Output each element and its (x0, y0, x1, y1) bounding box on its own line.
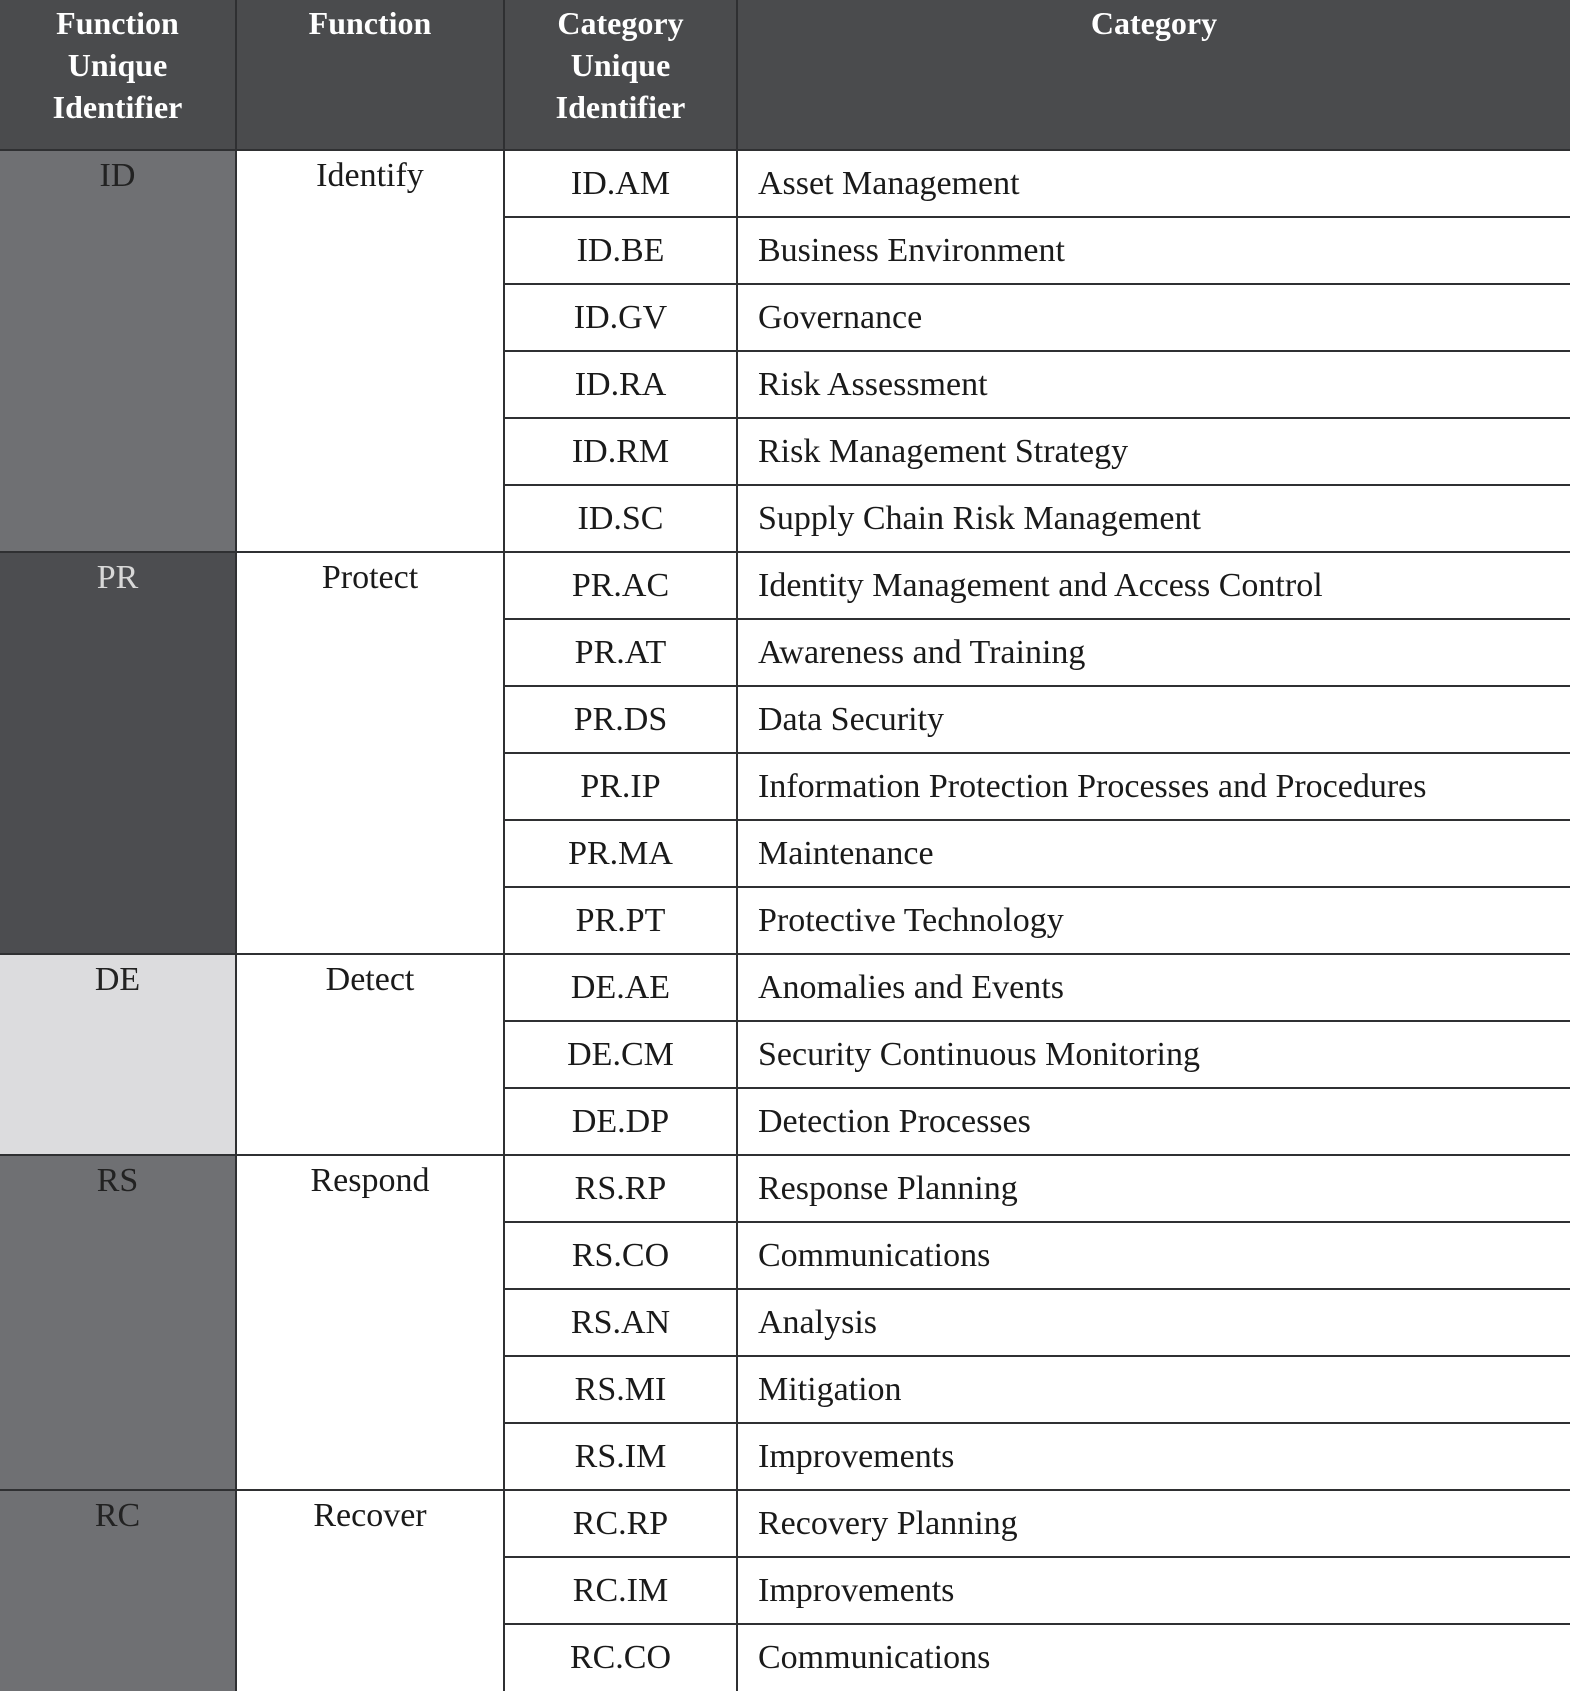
category-id-cell: RC.RP (504, 1490, 737, 1557)
header-category-unique-identifier (504, 0, 737, 150)
table-row (0, 954, 1570, 1021)
category-id-cell: ID.AM (504, 150, 737, 217)
category-id-cell: DE.AE (504, 954, 737, 1021)
category-name-cell: Governance (737, 284, 1570, 351)
category-name-cell: Recovery Planning (737, 1490, 1570, 1557)
category-name-cell: Asset Management (737, 150, 1570, 217)
category-id-cell: PR.AT (504, 619, 737, 686)
category-name-cell: Communications (737, 1222, 1570, 1289)
category-id-cell: ID.BE (504, 217, 737, 284)
category-name-cell: Protective Technology (737, 887, 1570, 954)
function-name-cell: Identify (236, 150, 504, 552)
category-id-cell: DE.DP (504, 1088, 737, 1155)
category-id-cell: ID.GV (504, 284, 737, 351)
category-id-cell: PR.PT (504, 887, 737, 954)
category-name-cell: Analysis (737, 1289, 1570, 1356)
category-name-cell: Response Planning (737, 1155, 1570, 1222)
header-line: Category (557, 5, 684, 41)
category-name-cell: Maintenance (737, 820, 1570, 887)
category-name-cell: Risk Assessment (737, 351, 1570, 418)
function-id-cell: PR (0, 552, 236, 954)
function-name-cell: Detect (236, 954, 504, 1155)
table-row (0, 1155, 1570, 1222)
table-header (0, 0, 1570, 150)
category-id-cell: RS.MI (504, 1356, 737, 1423)
table-body (0, 150, 1570, 1691)
header-function (236, 0, 504, 150)
category-id-cell: PR.IP (504, 753, 737, 820)
header-line: Category (1090, 5, 1218, 41)
category-name-cell: Improvements (737, 1423, 1570, 1490)
header-line: Identifier (52, 89, 183, 125)
table-row (0, 150, 1570, 217)
category-name-cell: Improvements (737, 1557, 1570, 1624)
category-id-cell: PR.MA (504, 820, 737, 887)
function-id-cell: DE (0, 954, 236, 1155)
function-name-cell: Respond (236, 1155, 504, 1490)
category-name-cell: Communications (737, 1624, 1570, 1691)
category-name-cell: Business Environment (737, 217, 1570, 284)
category-id-cell: RS.CO (504, 1222, 737, 1289)
table-row (0, 1490, 1570, 1557)
category-name-cell: Awareness and Training (737, 619, 1570, 686)
function-name-cell: Recover (236, 1490, 504, 1691)
category-name-cell: Information Protection Processes and Procedures (737, 753, 1570, 820)
category-id-cell: RS.AN (504, 1289, 737, 1356)
header-line: Unique (570, 47, 671, 83)
category-name-cell: Detection Processes (737, 1088, 1570, 1155)
category-id-cell: ID.RM (504, 418, 737, 485)
header-line: Function (56, 5, 179, 41)
category-id-cell: RC.IM (504, 1557, 737, 1624)
function-name-cell: Protect (236, 552, 504, 954)
category-name-cell: Anomalies and Events (737, 954, 1570, 1021)
header-line: Unique (67, 47, 168, 83)
function-id-cell: RC (0, 1490, 236, 1691)
category-id-cell: ID.RA (504, 351, 737, 418)
category-id-cell: RS.IM (504, 1423, 737, 1490)
function-id-cell: RS (0, 1155, 236, 1490)
table-row (0, 552, 1570, 619)
category-id-cell: DE.CM (504, 1021, 737, 1088)
header-category (737, 0, 1570, 150)
function-id-cell: ID (0, 150, 236, 552)
header-function-unique-identifier (0, 0, 236, 150)
header-line: Function (308, 5, 432, 41)
category-id-cell: ID.SC (504, 485, 737, 552)
category-name-cell: Supply Chain Risk Management (737, 485, 1570, 552)
category-id-cell: PR.DS (504, 686, 737, 753)
category-name-cell: Security Continuous Monitoring (737, 1021, 1570, 1088)
category-id-cell: RS.RP (504, 1155, 737, 1222)
category-id-cell: PR.AC (504, 552, 737, 619)
header-line: Identifier (555, 89, 686, 125)
header-row (0, 0, 1570, 150)
category-id-cell: RC.CO (504, 1624, 737, 1691)
category-name-cell: Identity Management and Access Control (737, 552, 1570, 619)
category-name-cell: Data Security (737, 686, 1570, 753)
category-name-cell: Mitigation (737, 1356, 1570, 1423)
category-name-cell: Risk Management Strategy (737, 418, 1570, 485)
